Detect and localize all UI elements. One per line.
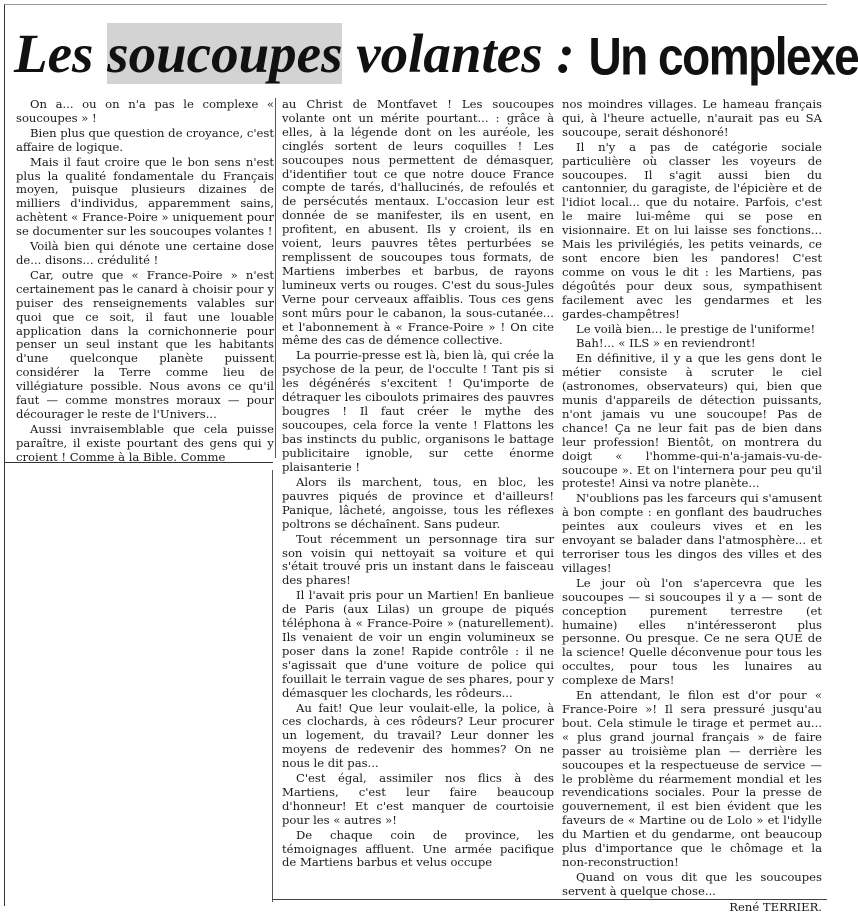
paragraph: Le voilà bien... le prestige de l'uniforme! [576,321,816,336]
paragraph: Alors ils marchent, tous, en bloc, les pauvres piqués de province et d'ailleurs! Panique, lâcheté, angoisse, tous les réflexes poltrons se déchaînent. Sans pudeur. [282,475,554,531]
paragraph: En attendant, le filon est d'or pour « France-Poire »! Il sera pressuré jusqu'au bout. Cela stimule le tirage et permet au... « plus grand journal français » de faire passer au troisième plan — derrière les soucoupes et la respectueuse de service — le problème du réarmement mondial et les revendications sociales. Pour la presse de gouvernement, il est bien évident que les faveurs de « Martine ou de Lolo » et l'idylle du Martien et du gendarme, ont beaucoup plus d'importance que le chômage et la non-reconstruction! [562,688,822,869]
article-column-2 [282,98,554,478]
headline-highlighted-word: soucoupes [107,23,343,84]
paragraph: Le jour où l'on s'apercevra que les soucoupes — si soucoupes il y a — sont de conception purement terrestre (et humaine) elles n'intéresseront plus personne. Ou presque. Ce ne sera QUE de la science! Quelle déconvenue pour tous les occultes, pour tous les lunaires au complexe de Mars! [562,575,822,688]
article-column-1 [16,97,274,464]
paragraph: On a... ou on n'a pas le complexe « soucoupes » ! [16,97,274,125]
headline-main [14,23,588,84]
paragraph: N'oublions pas les farceurs qui s'amusent à bon compte : en gonflant des baudruches peintes aux couleurs vives et en les envoyant se balader dans l'atmosphère... et terroriser tous les dingos des villes et des villages! [562,491,822,575]
column-rule-2 [272,470,273,902]
headline [14,22,858,94]
paragraph: De chaque coin de province, les témoignages affluent. Une armée pacifique de Martiens barbus et velus occupe [282,827,554,870]
article-column-4 [562,97,822,914]
paragraph: Mais il faut croire que le bon sens n'est plus la qualité fondamentale du Français moyen, puisque plusieurs dizaines de milliers d'individus, apparemment sains, achètent « France-Poire » uniquement pour se documenter sur les soucoupes volantes ! [16,154,274,239]
paragraph: C'est égal, assimiler nos flics à des Martiens, c'est leur faire beaucoup d'honneur! Et c'est manquer de courtoisie pour les « autres »! [282,771,554,827]
paragraph: Il l'avait pris pour un Martien! En banlieue de Paris (aux Lilas) un groupe de piqués téléphona à « France-Poire » (naturellement). Ils venaient de voir un engin volumineux se poser dans la zone! Rapide contrôle : il ne s'agissait que d'une voiture de police qui fouillait le terrain vague de ses phares, pour y démasquer les clochards, les rôdeurs... [282,588,554,700]
paragraph: Aussi invraisemblable que cela puisse paraître, il existe pourtant des gens qui y croient ! Comme à la Bible. Comme [16,421,274,464]
paragraph: En définitive, il y a que les gens dont le métier consiste à scruter le ciel (astronomes, observateurs) qui, bien que munis d'appareils de détection puissants, n'ont jamais vu une soucoupe! Pas de chance! Ça ne leur fait pas de bien dans leur profession! Bientôt, on montrera du doigt « l'homme-qui-n'a-jamais-vu-de-soucoupe ». Et on l'internera pour peu qu'il proteste! Ainsi va notre planète... [562,351,822,491]
paragraph: Bien plus que question de croyance, c'est affaire de logique. [16,125,274,154]
author-signature: René TERRIER. [729,899,822,914]
paragraph: Il n'y a pas de catégorie sociale particulière où classer les voyeurs de soucoupes. Il s'agit aussi bien du cantonnier, du garagiste, de l'épicière et de l'idiot local... que du notaire. Parfois, c'est le maire lui-même qui se pose en visionnaire. Et on lui laisse ses fonctions... Mais les privilégiés, les petits veinards, ce sont encore bien les pandores! C'est comme on vous le dit : les Martiens, pas dégoûtés pour deux sous, sympathisent facilement avec les gendarmes et les gardes-champêtres! [562,139,822,321]
article-column-3 [282,476,554,896]
paragraph: Bah!... « ILS » en reviendront! [576,336,756,351]
paragraph: Car, outre que « France-Poire » n'est certainement pas le canard à choisir pour y puiser des renseignements valables sur quoi que ce soit, il faut une louable application dans la cornichonnerie pour penser un seul instant que les habitants d'une quelconque planète puissent considérer la Terre comme lieu de villégiature possible. Nous avons ce qu'il faut — comme monstres moraux — pour décourager le reste de l'Univers... [16,267,274,421]
paragraph: Quand on vous dit que les soucoupes servent à quelque chose... [562,869,822,898]
paragraph: Voilà bien qui dénote une certaine dose de... disons... crédulité ! [16,239,274,267]
paragraph: La pourrie-presse est là, bien là, qui crée la psychose de la peur, de l'occulte ! Tant pis si les dégénérés s'excitent ! Qu'importe de détraquer les ciboulots primaires des pauvres bougres ! Il faut créer le mythe des soucoupes, cela force la vente ! Flattons les bas instincts du public, organisons le battage publicitaire ignoble, sur cette énorme plaisanterie ! [282,348,554,474]
headline-subtitle: Un complexe [588,26,858,86]
paragraph: nos moindres villages. Le hameau français qui, à l'heure actuelle, n'aurait pas eu SA soucoupe, serait déshonoré! [562,97,822,139]
paragraph: Tout récemment un personnage tira sur son voisin qui nettoyait sa voiture et qui s'était trouvé pris un instant dans le faisceau des phares! [282,531,554,588]
paragraph: Au fait! Que leur voulait-elle, la police, à ces clochards, à ces rôdeurs? Leur procurer un logement, du travail? Leur donner les moyens de redevenir des hommes? On ne nous le dit pas... [282,700,554,771]
paragraph: au Christ de Montfavet ! Les soucoupes volante ont un mérite pourtant... : grâce à elles, à la légende dont on les auréole, les cinglés sortent de leurs coquilles ! Les soucoupes nous permettent de démasquer, d'identifier tout ce que notre douce France compte de tarés, d'hallucinés, de refoulés et de persécutés mentaux. L'occasion leur est donnée de se manifester, ils en usent, en profitent, en abusent. Ils y croient, ils en voient, leurs pauvres têtes perturbées se remplissent de soucoupes tous formats, de Martiens imberbes et barbus, de rayons lumineux verts ou rouges. C'est du sous-Jules Verne pour cerveaux affaiblis. Tous ces gens sont mûrs pour le cabanon, la sous-cutanée... et l'abonnement à « France-Poire » ! On cite même des cas de démence collective. [282,97,554,348]
headline-after: volantes : [342,23,589,84]
column-rule-1 [275,98,276,458]
headline-before: Les [14,23,108,84]
